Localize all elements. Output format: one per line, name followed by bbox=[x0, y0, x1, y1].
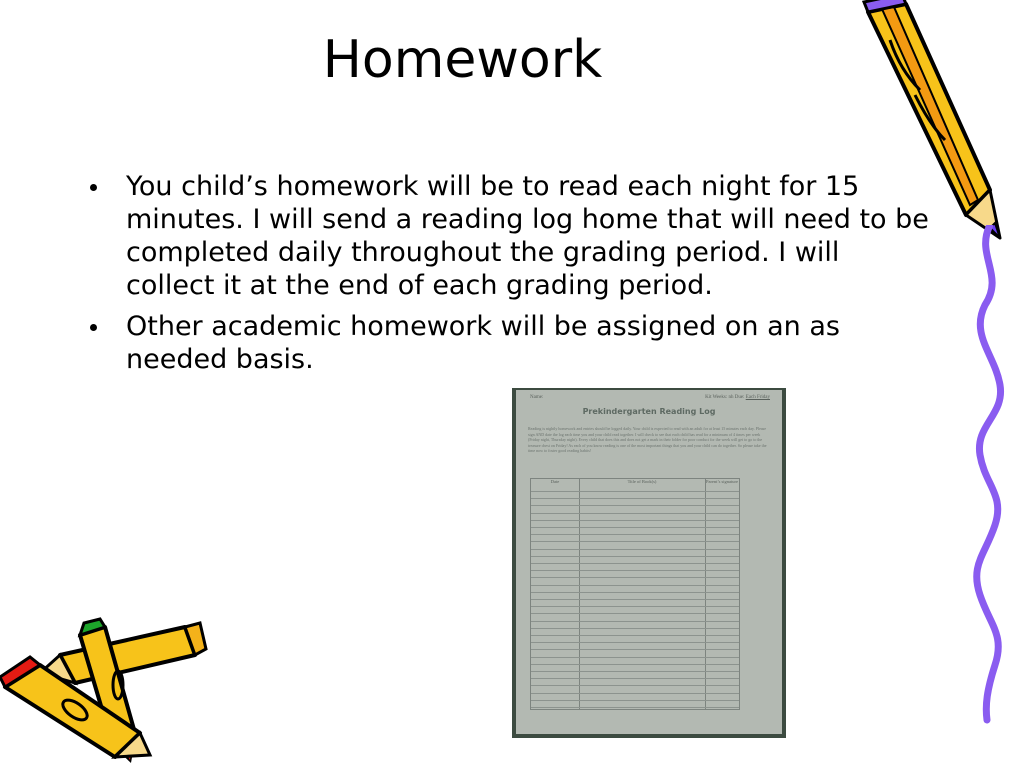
bullet-list bbox=[86, 170, 936, 384]
due-label: Due: bbox=[734, 395, 745, 400]
reading-log-title: Prekindergarten Reading Log bbox=[582, 407, 716, 416]
bullet-dot-icon bbox=[90, 184, 97, 191]
table-row-line bbox=[531, 577, 739, 578]
due-value: Each Friday bbox=[745, 395, 770, 400]
reading-log-photo bbox=[512, 388, 786, 738]
kit-label: Kit Weeks: bbox=[705, 395, 728, 400]
table-row-line bbox=[531, 664, 739, 665]
bullet-text: You child’s homework will be to read each night for 15 minutes. I will send a reading log home that will need to be completed daily throughout the grading period. I will collect it at the end of each grading period. bbox=[126, 171, 929, 301]
table-row-line bbox=[531, 520, 739, 521]
table-row-line bbox=[531, 621, 739, 622]
table-row-line bbox=[531, 685, 739, 686]
table-row-line bbox=[531, 707, 739, 708]
bullet-item bbox=[86, 170, 936, 302]
table-row-line bbox=[531, 657, 739, 658]
table-row-line bbox=[531, 527, 739, 528]
table-row-line bbox=[531, 570, 739, 571]
table-row-line bbox=[531, 635, 739, 636]
table-row-line bbox=[531, 649, 739, 650]
pencils-icon bbox=[0, 615, 210, 765]
table-row-line bbox=[531, 505, 739, 506]
table-row-line bbox=[531, 592, 739, 593]
table-row-line bbox=[531, 678, 739, 679]
reading-log-instructions: Reading is nightly homework and entries should be logged daily. Your child is expected to read with an adult for at least 15 minutes each day. Please sign AND date the log each time you and your child read together. I will check to see that each child has read for a minimum of 4 times per week (Friday night, Thursday night). Every child that does this and does not get a mark in their folder for poor conduct for the week will get to go to the treasure chest on Friday! As each of you know reading is one of the most important things that you and your child can do together. So please take the time now to foster good reading habits! bbox=[528, 426, 767, 453]
table-row-line bbox=[531, 541, 739, 542]
column-header-title: Title of Book(s) bbox=[627, 479, 657, 484]
column-header-signature: Parent’s signature bbox=[705, 479, 739, 484]
table-row-line bbox=[531, 693, 739, 694]
table-row-line bbox=[531, 498, 739, 499]
table-row-line bbox=[531, 556, 739, 557]
reading-log-header bbox=[530, 395, 770, 400]
kit-weeks bbox=[705, 395, 770, 400]
bullet-item bbox=[86, 310, 936, 376]
table-row-line bbox=[531, 513, 739, 514]
table-row-line bbox=[531, 549, 739, 550]
column-header-date: Date bbox=[550, 479, 560, 484]
table-row-line bbox=[531, 628, 739, 629]
slide-title: Homework bbox=[322, 30, 603, 90]
name-label: Name: bbox=[530, 395, 544, 400]
bullet-dot-icon bbox=[90, 324, 97, 331]
reading-log-sheet bbox=[516, 390, 782, 734]
kit-value: nh bbox=[728, 395, 734, 400]
table-row-line bbox=[531, 606, 739, 607]
table-row-line bbox=[531, 563, 739, 564]
table-row-line bbox=[531, 585, 739, 586]
reading-log-table bbox=[530, 478, 740, 710]
table-row-line bbox=[531, 700, 739, 701]
table-row-line bbox=[531, 642, 739, 643]
table-row-line bbox=[531, 491, 739, 492]
table-row-line bbox=[531, 613, 739, 614]
table-row-line bbox=[531, 534, 739, 535]
pencil-icon bbox=[860, 0, 1010, 245]
table-row-line bbox=[531, 599, 739, 600]
table-row-line bbox=[531, 671, 739, 672]
squiggle-icon bbox=[965, 225, 1015, 725]
bullet-text: Other academic homework will be assigned on an as needed basis. bbox=[126, 311, 840, 375]
